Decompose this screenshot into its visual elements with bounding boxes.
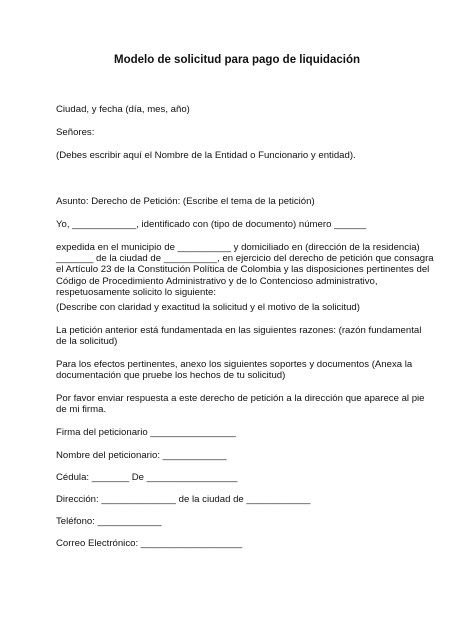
- document-title: Modelo de solicitud para pago de liquidación: [114, 54, 360, 66]
- annex-line: Para los efectos pertinentes, anexo los siguientes soportes y documentos (Anexa la: [56, 359, 413, 370]
- subject-line: Asunto: Derecho de Petición: (Escribe el tema de la petición): [56, 196, 315, 207]
- reasons-line: de la solicitud): [56, 336, 118, 348]
- body-line: el Artículo 23 de la Constitución Política de Colombia y las disposiciones pertinentes del: [56, 264, 430, 276]
- response-paragraph: [56, 393, 428, 415]
- body-line: expedida en el municipio de __________ y domiciliado en (dirección de la residencia): [56, 242, 420, 253]
- intro-line: Yo, ____________, identificado con (tipo de documento) número ______: [56, 219, 367, 230]
- response-line: de mi firma.: [56, 404, 107, 416]
- name-field: Nombre del peticionario: ____________: [56, 450, 227, 461]
- body-line: respetuosamente solicito lo siguiente:: [56, 286, 216, 298]
- address-field: Dirección: ______________ de la ciudad de ____________: [56, 494, 311, 505]
- response-line: Por favor enviar respuesta a este derecho de petición a la dirección que aparece al pie: [56, 393, 425, 404]
- salutation-line: Señores:: [56, 127, 95, 138]
- annex-paragraph: [56, 359, 428, 381]
- id-card-field: Cédula: _______ De _________________: [56, 472, 238, 483]
- phone-field: Teléfono: ____________: [56, 516, 162, 527]
- recipient-line: (Debes escribir aquí el Nombre de la Entidad o Funcionario y entidad).: [56, 150, 356, 161]
- reasons-paragraph: [56, 325, 428, 347]
- describe-line: (Describe con claridad y exactitud la solicitud y el motivo de la solicitud): [56, 302, 360, 313]
- city-date-line: Ciudad, y fecha (día, mes, año): [56, 104, 190, 115]
- body-line: Código de Procedimiento Administrativo y de lo Contencioso administrativo,: [56, 275, 378, 287]
- body-line: _______ de la ciudad de __________, en ejercicio del derecho de petición que consagra: [56, 253, 434, 265]
- reasons-line: La petición anterior está fundamentada en las siguientes razones: (razón fundamental: [56, 325, 422, 336]
- email-field: Correo Electrónico: ___________________: [56, 538, 243, 549]
- annex-line: documentación que pruebe los hechos de tu solicitud): [56, 370, 286, 382]
- body-paragraph: [56, 242, 434, 298]
- signature-field: Firma del peticionario ________________: [56, 427, 236, 438]
